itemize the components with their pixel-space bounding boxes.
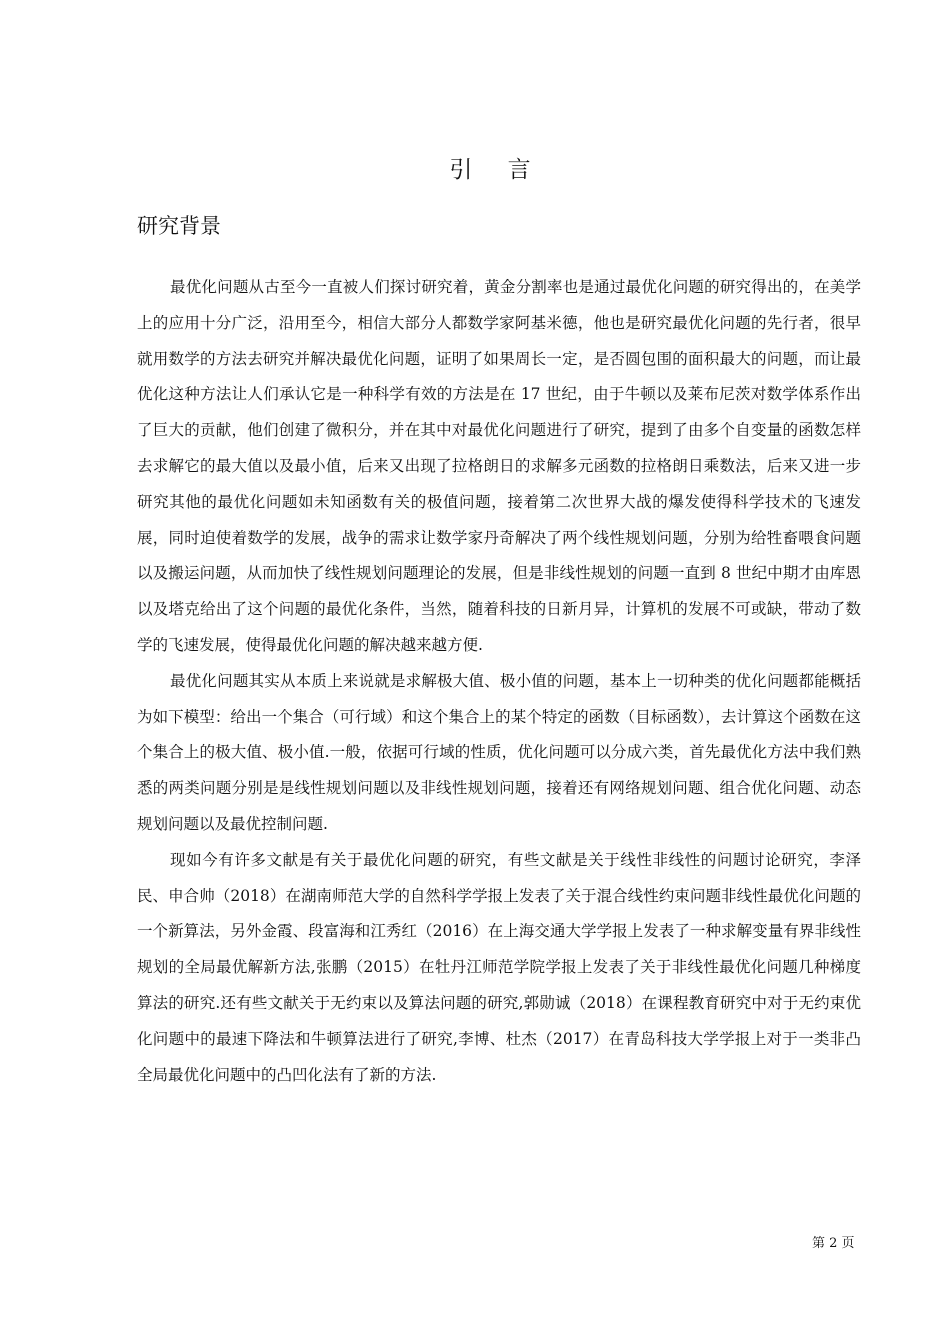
paragraph-1: 最优化问题从古至今一直被人们探讨研究着，黄金分割率也是通过最优化问题的研究得出的，在美学上的应用十分广泛，沿用至今，相信大部分人都数学家阿基米德，他也是研究最优化问题的先行者，很早就用数学的方法去研究并解决最优化问题，证明了如果周长一定，是否圆包围的面积最大的问题，而让最优化这种方法让人们承认它是一种科学有效的方法是在 17 世纪，由于牛顿以及莱布尼茨对数学体系作出了巨大的贡献，他们创建了微积分，并在其中对最优化问题进行了研究，提到了由多个自变量的函数怎样去求解它的最大值以及最小值，后来又出现了拉格朗日的求解多元函数的拉格朗日乘数法，后来又进一步研究其他的最优化问题如未知函数有关的极值问题，接着第二次世界大战的爆发使得科学技术的飞速发展，同时迫使着数学的发展，战争的需求让数学家丹奇解决了两个线性规划问题，分别为给牲畜喂食问题以及搬运问题，从而加快了线性规划问题理论的发展，但是非线性规划的问题一直到 8 世纪中期才由库恩以及塔克给出了这个问题的最优化条件，当然，随着科技的日新月异，计算机的发展不可或缺，带动了数学的飞速发展，使得最优化问题的解决越来越方便. [137,278,861,654]
section-heading: 研究背景 [137,214,221,238]
page-number: 第 2 页 [812,1236,855,1251]
paragraph-3: 现如今有许多文献是有关于最优化问题的研究，有些文献是关于线性非线性的问题讨论研究，李泽民、申合帅（2018）在湖南师范大学的自然科学学报上发表了关于混合线性约束问题非线性最优化问题的一个新算法，另外金霞、段富海和江秀红（2016）在上海交通大学学报上发表了一种求解变量有界非线性规划的全局最优解新方法,张鹏（2015）在牡丹江师范学院学报上发表了关于非线性最优化问题几种梯度算法的研究.还有些文献关于无约束以及算法问题的研究,郭勋诚（2018）在课程教育研究中对于无约束优化问题中的最速下降法和牛顿算法进行了研究,李博、杜杰（2017）在青岛科技大学学报上对于一类非凸全局最优化问题中的凸凹化法有了新的方法. [137,850,861,1084]
paragraph-2: 最优化问题其实从本质上来说就是求解极大值、极小值的问题，基本上一切种类的优化问题都能概括为如下模型：给出一个集合（可行域）和这个集合上的某个特定的函数（目标函数），去计算这个函数在这个集合上的极大值、极小值.一般，依据可行域的性质，优化问题可以分成六类，首先最优化方法中我们熟悉的两类问题分别是是线性规划问题以及非线性规划问题，接着还有网络规划问题、组合优化问题、动态规划问题以及最优控制问题. [137,671,861,833]
page-title: 引 言 [449,157,545,184]
body-text [137,270,861,1093]
